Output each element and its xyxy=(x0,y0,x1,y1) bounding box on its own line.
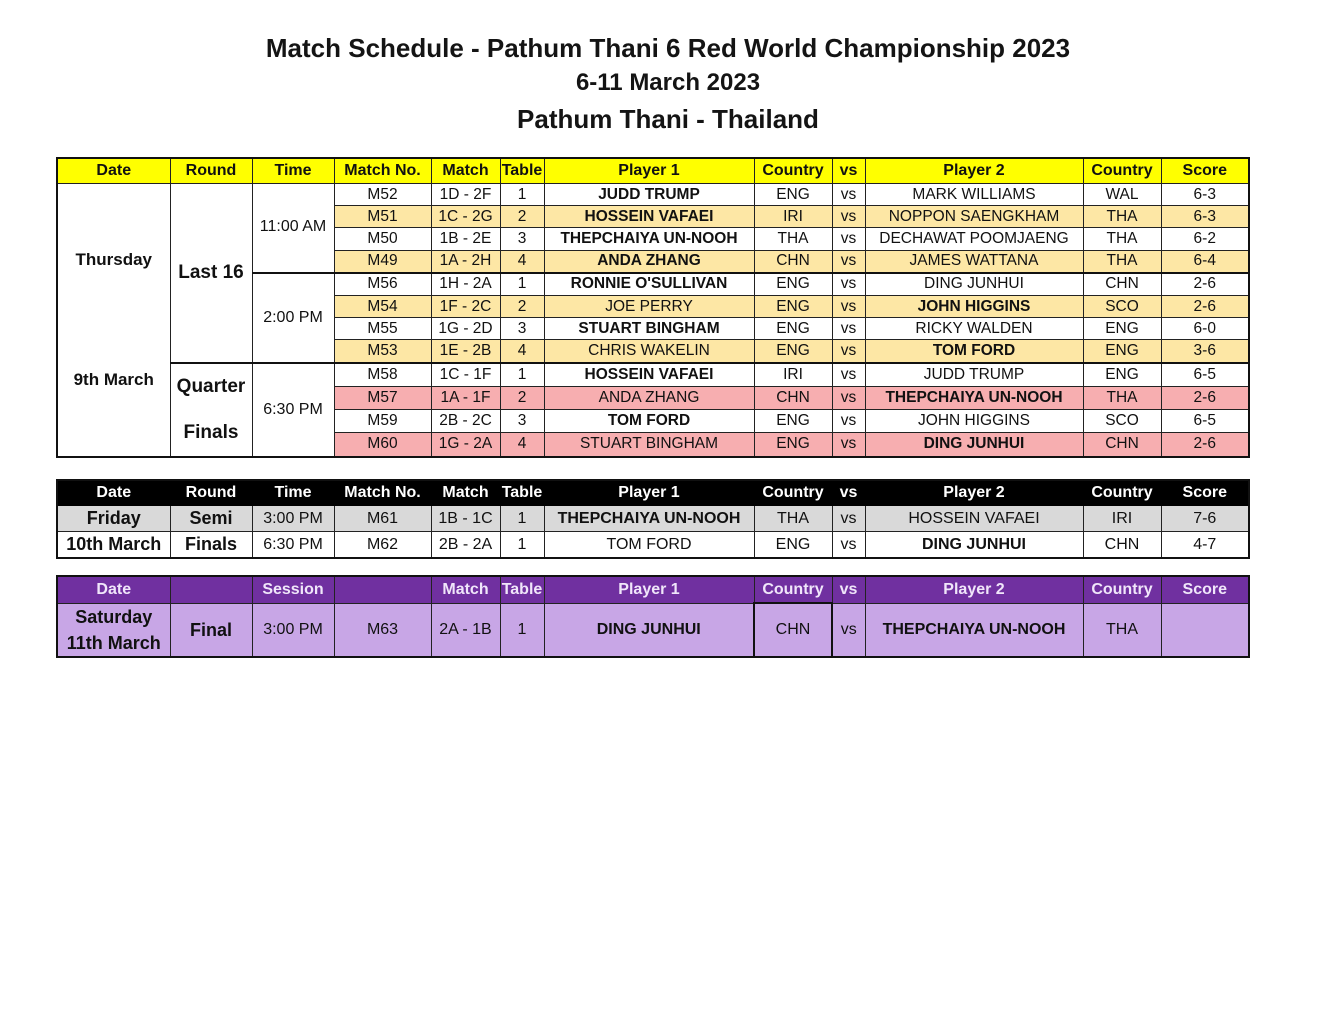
player2-cell: TOM FORD xyxy=(865,340,1083,363)
match-cell: 2B - 2C xyxy=(431,409,500,432)
match-no-cell: M60 xyxy=(334,433,431,457)
player2-cell: DING JUNHUI xyxy=(865,273,1083,296)
player2-cell: JUDD TRUMP xyxy=(865,363,1083,387)
country1-cell: IRI xyxy=(754,363,832,387)
header-vs: vs xyxy=(832,480,865,506)
player1-cell: STUART BINGHAM xyxy=(544,433,754,457)
match-cell: 1G - 2A xyxy=(431,433,500,457)
country1-cell: ENG xyxy=(754,184,832,206)
header-table: Table xyxy=(500,480,544,506)
table-row xyxy=(57,506,1249,532)
table-cell: 3 xyxy=(500,318,544,340)
header-blank xyxy=(170,576,252,603)
vs-cell: vs xyxy=(832,363,865,387)
date-day: Saturday xyxy=(75,606,153,627)
score-cell xyxy=(1161,603,1249,657)
header-match: Match xyxy=(431,480,500,506)
table-cell: 3 xyxy=(500,228,544,250)
header-player1: Player 1 xyxy=(544,158,754,184)
country2-cell: SCO xyxy=(1083,409,1161,432)
time-cell: 3:00 PM xyxy=(252,603,334,657)
table-cell: 2 xyxy=(500,206,544,228)
player1-cell: TOM FORD xyxy=(544,532,754,559)
header-country2: Country xyxy=(1083,158,1161,184)
player1-cell: HOSSEIN VAFAEI xyxy=(544,363,754,387)
player1-cell: JUDD TRUMP xyxy=(544,184,754,206)
time-cell: 6:30 PM xyxy=(252,363,334,457)
country1-cell: ENG xyxy=(754,273,832,296)
vs-cell: vs xyxy=(832,409,865,432)
vs-cell: vs xyxy=(832,340,865,363)
vs-cell: vs xyxy=(832,273,865,296)
match-no-cell: M56 xyxy=(334,273,431,296)
vs-cell: vs xyxy=(832,250,865,273)
vs-cell: vs xyxy=(832,295,865,317)
vs-cell: vs xyxy=(832,206,865,228)
header-table: Table xyxy=(500,576,544,603)
country2-cell: SCO xyxy=(1083,295,1161,317)
player2-cell: HOSSEIN VAFAEI xyxy=(865,506,1083,532)
match-no-cell: M57 xyxy=(334,386,431,409)
country2-cell: ENG xyxy=(1083,318,1161,340)
country1-cell: ENG xyxy=(754,532,832,559)
player1-cell: ANDA ZHANG xyxy=(544,386,754,409)
player2-cell: DECHAWAT POOMJAENG xyxy=(865,228,1083,250)
country2-cell: ENG xyxy=(1083,340,1161,363)
match-cell: 2A - 1B xyxy=(431,603,500,657)
country2-cell: WAL xyxy=(1083,184,1161,206)
time-cell: 2:00 PM xyxy=(252,273,334,363)
player1-cell: THEPCHAIYA UN-NOOH xyxy=(544,228,754,250)
score-cell: 2-6 xyxy=(1161,386,1249,409)
header-vs: vs xyxy=(832,576,865,603)
player2-cell: JOHN HIGGINS xyxy=(865,409,1083,432)
player1-cell: CHRIS WAKELIN xyxy=(544,340,754,363)
country1-cell: IRI xyxy=(754,206,832,228)
country1-cell: CHN xyxy=(754,250,832,273)
match-no-cell: M61 xyxy=(334,506,431,532)
country1-cell: ENG xyxy=(754,409,832,432)
date-cell xyxy=(57,603,170,657)
table-cell: 2 xyxy=(500,295,544,317)
table-cell: 4 xyxy=(500,340,544,363)
header-blank xyxy=(334,576,431,603)
event-location: Pathum Thani - Thailand xyxy=(517,104,819,134)
match-cell: 1F - 2C xyxy=(431,295,500,317)
vs-cell: vs xyxy=(832,318,865,340)
score-cell: 6-3 xyxy=(1161,184,1249,206)
player1-cell: RONNIE O'SULLIVAN xyxy=(544,273,754,296)
player2-cell: RICKY WALDEN xyxy=(865,318,1083,340)
time-cell: 3:00 PM xyxy=(252,506,334,532)
table-cell: 1 xyxy=(500,273,544,296)
match-cell: 1D - 2F xyxy=(431,184,500,206)
table-header-row xyxy=(57,480,1249,506)
player1-cell: JOE PERRY xyxy=(544,295,754,317)
player2-cell: JOHN HIGGINS xyxy=(865,295,1083,317)
country1-cell: CHN xyxy=(754,603,832,657)
country1-cell: CHN xyxy=(754,386,832,409)
header-date: Date xyxy=(57,158,170,184)
country1-cell: ENG xyxy=(754,318,832,340)
country2-cell: CHN xyxy=(1083,532,1161,559)
header-table: Table xyxy=(500,158,544,184)
vs-cell: vs xyxy=(832,433,865,457)
match-cell: 1H - 2A xyxy=(431,273,500,296)
match-cell: 1A - 1F xyxy=(431,386,500,409)
header-country1: Country xyxy=(754,158,832,184)
table-header-row xyxy=(57,158,1249,184)
date-date: 9th March xyxy=(73,369,154,389)
header-country1: Country xyxy=(754,576,832,603)
player2-cell: MARK WILLIAMS xyxy=(865,184,1083,206)
country1-cell: ENG xyxy=(754,340,832,363)
match-cell: 1E - 2B xyxy=(431,340,500,363)
time-cell: 11:00 AM xyxy=(252,184,334,273)
player2-cell: JAMES WATTANA xyxy=(865,250,1083,273)
country1-cell: ENG xyxy=(754,433,832,457)
country1-cell: THA xyxy=(754,228,832,250)
score-cell: 2-6 xyxy=(1161,433,1249,457)
country2-cell: CHN xyxy=(1083,273,1161,296)
score-cell: 6-4 xyxy=(1161,250,1249,273)
country2-cell: ENG xyxy=(1083,363,1161,387)
match-cell: 1G - 2D xyxy=(431,318,500,340)
table-cell: 4 xyxy=(500,433,544,457)
match-cell: 1B - 1C xyxy=(431,506,500,532)
match-cell: 1C - 2G xyxy=(431,206,500,228)
title-block xyxy=(0,30,1324,138)
round-qf-line2: Finals xyxy=(183,421,239,443)
table-cell: 1 xyxy=(500,506,544,532)
date-cell: Friday xyxy=(57,506,170,532)
match-no-cell: M50 xyxy=(334,228,431,250)
score-cell: 6-3 xyxy=(1161,206,1249,228)
match-cell: 1C - 1F xyxy=(431,363,500,387)
date-cell xyxy=(57,184,170,457)
player2-cell: DING JUNHUI xyxy=(865,532,1083,559)
vs-cell: vs xyxy=(832,506,865,532)
header-round: Round xyxy=(170,158,252,184)
page-title: Match Schedule - Pathum Thani 6 Red World Championship 2023 xyxy=(265,33,1071,63)
vs-cell: vs xyxy=(832,184,865,206)
table-cell: 1 xyxy=(500,532,544,559)
thursday-schedule-table xyxy=(56,157,1250,458)
header-match-no: Match No. xyxy=(334,480,431,506)
table-header-row xyxy=(57,576,1249,603)
round-cell-quarter-finals xyxy=(170,363,252,457)
match-no-cell: M53 xyxy=(334,340,431,363)
match-no-cell: M63 xyxy=(334,603,431,657)
header-match: Match xyxy=(431,576,500,603)
header-player1: Player 1 xyxy=(544,576,754,603)
round-cell: Semi xyxy=(170,506,252,532)
time-cell: 6:30 PM xyxy=(252,532,334,559)
player1-cell: THEPCHAIYA UN-NOOH xyxy=(544,506,754,532)
table-cell: 3 xyxy=(500,409,544,432)
match-no-cell: M54 xyxy=(334,295,431,317)
friday-semifinals-table xyxy=(56,479,1250,559)
header-score: Score xyxy=(1161,158,1249,184)
header-player1: Player 1 xyxy=(544,480,754,506)
score-cell: 6-0 xyxy=(1161,318,1249,340)
date-day: Thursday xyxy=(75,249,153,269)
match-cell: 2B - 2A xyxy=(431,532,500,559)
vs-cell: vs xyxy=(832,386,865,409)
score-cell: 6-5 xyxy=(1161,363,1249,387)
player1-cell: HOSSEIN VAFAEI xyxy=(544,206,754,228)
country2-cell: THA xyxy=(1083,386,1161,409)
score-cell: 2-6 xyxy=(1161,295,1249,317)
header-round: Round xyxy=(170,480,252,506)
match-cell: 1A - 2H xyxy=(431,250,500,273)
player1-cell: STUART BINGHAM xyxy=(544,318,754,340)
event-dates: 6-11 March 2023 xyxy=(575,69,761,96)
score-cell: 3-6 xyxy=(1161,340,1249,363)
player1-cell: DING JUNHUI xyxy=(544,603,754,657)
country2-cell: IRI xyxy=(1083,506,1161,532)
table-row xyxy=(57,363,1249,387)
header-date: Date xyxy=(57,576,170,603)
match-no-cell: M52 xyxy=(334,184,431,206)
score-cell: 4-7 xyxy=(1161,532,1249,559)
table-row xyxy=(57,184,1249,206)
match-no-cell: M55 xyxy=(334,318,431,340)
header-player2: Player 2 xyxy=(865,480,1083,506)
round-qf-line1: Quarter xyxy=(176,375,246,397)
table-cell: 1 xyxy=(500,603,544,657)
score-cell: 6-2 xyxy=(1161,228,1249,250)
player2-cell: THEPCHAIYA UN-NOOH xyxy=(865,386,1083,409)
match-no-cell: M58 xyxy=(334,363,431,387)
header-score: Score xyxy=(1161,576,1249,603)
country1-cell: THA xyxy=(754,506,832,532)
round-cell: Final xyxy=(170,603,252,657)
header-country2: Country xyxy=(1083,576,1161,603)
country2-cell: THA xyxy=(1083,228,1161,250)
round-cell-last16: Last 16 xyxy=(170,184,252,363)
vs-cell: vs xyxy=(832,228,865,250)
score-cell: 2-6 xyxy=(1161,273,1249,296)
country2-cell: THA xyxy=(1083,206,1161,228)
header-player2: Player 2 xyxy=(865,576,1083,603)
player2-cell: THEPCHAIYA UN-NOOH xyxy=(865,603,1083,657)
score-cell: 7-6 xyxy=(1161,506,1249,532)
table-row xyxy=(57,603,1249,657)
header-score: Score xyxy=(1161,480,1249,506)
header-country1: Country xyxy=(754,480,832,506)
table-cell: 2 xyxy=(500,386,544,409)
header-time: Time xyxy=(252,480,334,506)
date-date: 11th March xyxy=(66,632,161,653)
match-no-cell: M51 xyxy=(334,206,431,228)
header-time: Time xyxy=(252,158,334,184)
round-cell: Finals xyxy=(170,532,252,559)
vs-cell: vs xyxy=(832,603,865,657)
header-date: Date xyxy=(57,480,170,506)
player2-cell: NOPPON SAENGKHAM xyxy=(865,206,1083,228)
header-match: Match xyxy=(431,158,500,184)
country2-cell: CHN xyxy=(1083,433,1161,457)
vs-cell: vs xyxy=(832,532,865,559)
country1-cell: ENG xyxy=(754,295,832,317)
player2-cell: DING JUNHUI xyxy=(865,433,1083,457)
table-cell: 1 xyxy=(500,363,544,387)
match-no-cell: M59 xyxy=(334,409,431,432)
header-match-no: Match No. xyxy=(334,158,431,184)
score-cell: 6-5 xyxy=(1161,409,1249,432)
header-country2: Country xyxy=(1083,480,1161,506)
match-no-cell: M49 xyxy=(334,250,431,273)
saturday-final-table xyxy=(56,575,1250,658)
header-player2: Player 2 xyxy=(865,158,1083,184)
match-no-cell: M62 xyxy=(334,532,431,559)
table-cell: 1 xyxy=(500,184,544,206)
date-cell: 10th March xyxy=(57,532,170,559)
match-cell: 1B - 2E xyxy=(431,228,500,250)
header-vs: vs xyxy=(832,158,865,184)
table-row xyxy=(57,532,1249,559)
header-session: Session xyxy=(252,576,334,603)
player1-cell: TOM FORD xyxy=(544,409,754,432)
country2-cell: THA xyxy=(1083,250,1161,273)
player1-cell: ANDA ZHANG xyxy=(544,250,754,273)
table-cell: 4 xyxy=(500,250,544,273)
country2-cell: THA xyxy=(1083,603,1161,657)
